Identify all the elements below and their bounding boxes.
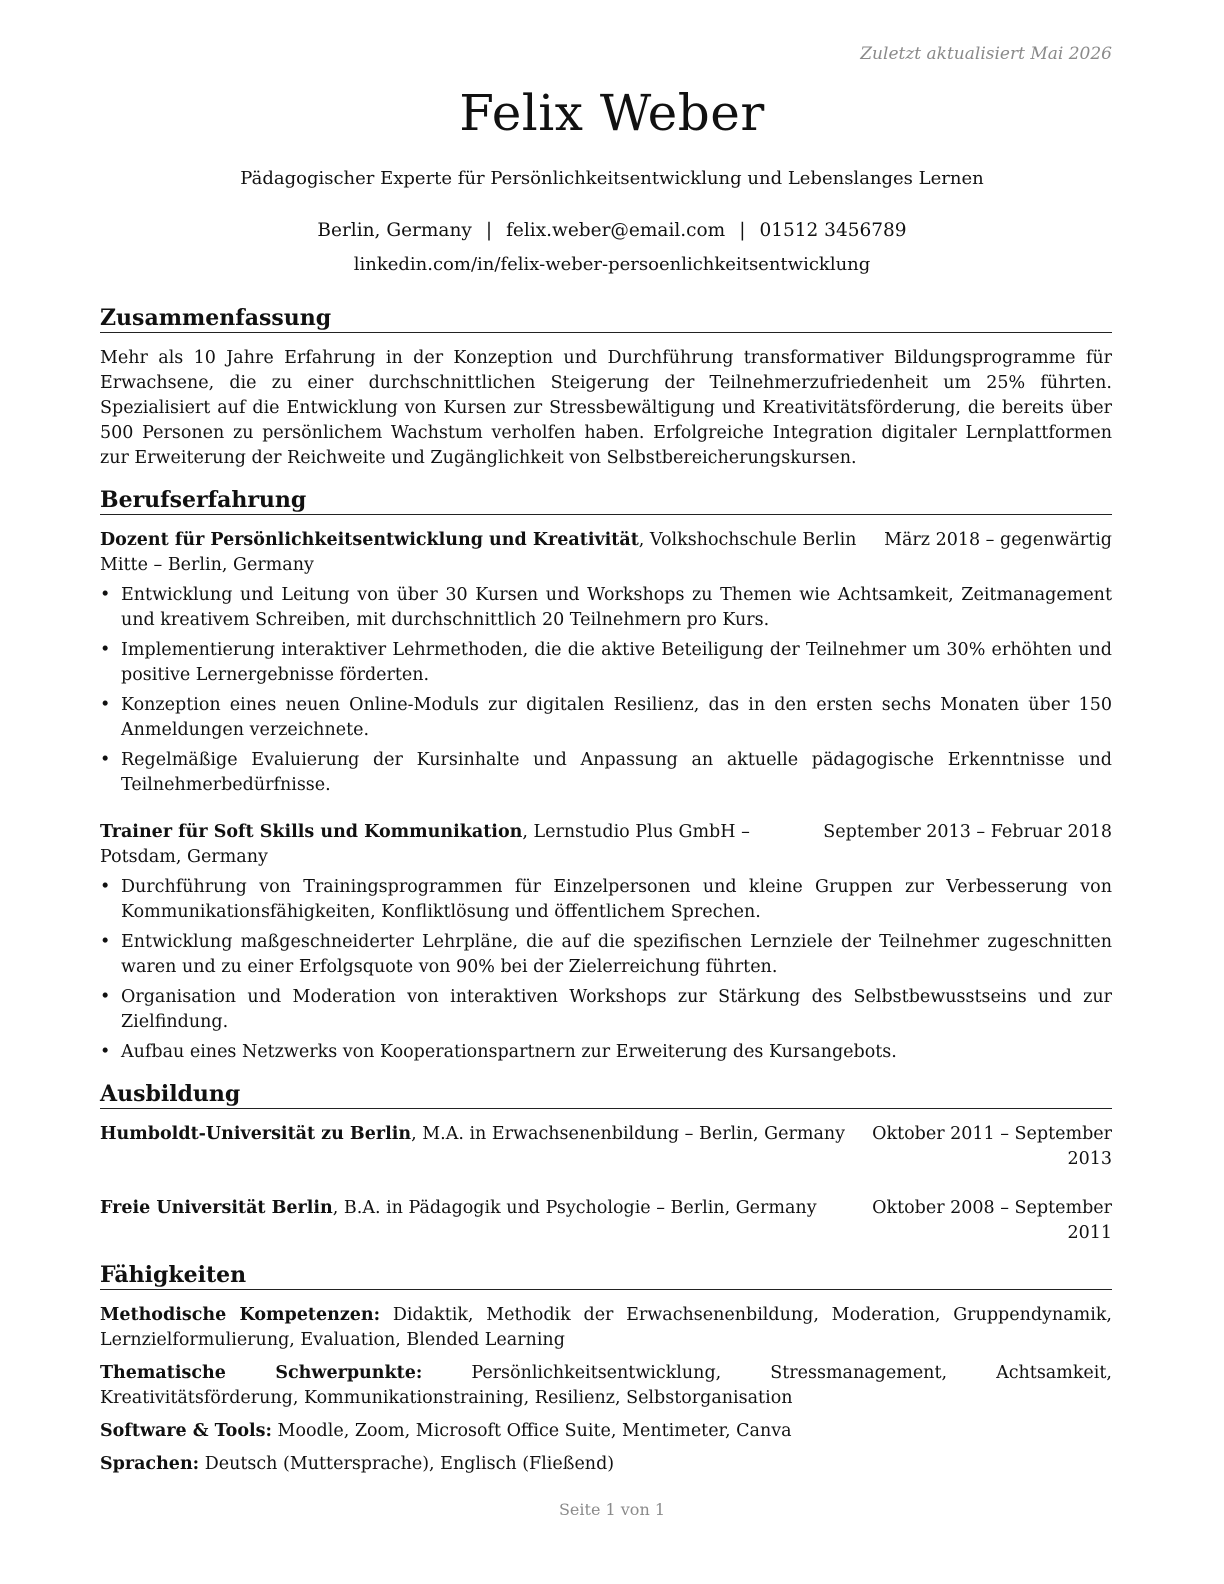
skill-label: Methodische Kompetenzen: (100, 1305, 381, 1325)
bullet-text: Durchführung von Trainingsprogrammen für Einzelpersonen und kleine Gruppen zur Verbesserung von Kommunikationsfähigkeiten, Konfliktlösung und öffentlichem Sprechen. (121, 877, 1112, 922)
section-heading: Ausbildung (100, 1081, 1112, 1109)
job-title: Trainer für Soft Skills und Kommunikation (100, 822, 523, 842)
job-entry (100, 820, 1112, 1065)
job-org: , Volkshochschule Berlin Mitte – Berlin, Germany (100, 530, 857, 575)
job-date: März 2018 – gegenwärtig (884, 530, 1112, 550)
list-item (100, 985, 1112, 1035)
bullet-text: Aufbau eines Netzwerks von Kooperationspartnern zur Erweiterung des Kursangebots. (121, 1042, 897, 1062)
job-title: Dozent für Persönlichkeitsentwicklung und Kreativität (100, 530, 639, 550)
contact-line (0, 220, 1224, 241)
skill-row (100, 1303, 1112, 1353)
education-date: Oktober 2011 – September 2013 (872, 1124, 1112, 1169)
education-entry (100, 1122, 1112, 1172)
bullet-text: Implementierung interaktiver Lehrmethoden, die die aktive Beteiligung der Teilnehmer um 30% erhöhten und positive Lernergebnisse förderten. (121, 640, 1112, 685)
linkedin-link[interactable]: linkedin.com/in/felix-weber-persoenlichkeitsentwicklung (353, 254, 871, 275)
list-item (100, 930, 1112, 980)
list-item (100, 638, 1112, 688)
skill-value: Persönlichkeitsentwicklung, Stressmanagement, Achtsamkeit, Kreativitätsförderung, Kommunikationstraining, Resilienz, Selbstorganisation (100, 1363, 1112, 1408)
page-number: Seite 1 von 1 (558, 1500, 666, 1519)
bullet-text: Organisation und Moderation von interaktiven Workshops zur Stärkung des Selbstbewusstseins und zur Zielfindung. (121, 987, 1112, 1032)
bullet-text: Entwicklung maßgeschneiderter Lehrpläne, die auf die spezifischen Lernziele der Teilnehmer zugeschnitten waren und zu einer Erfolgsquote von 90% bei der Zielerreichung führten. (121, 932, 1112, 977)
job-header (100, 820, 1112, 870)
section-heading: Zusammenfassung (100, 305, 1112, 333)
summary-text: Mehr als 10 Jahre Erfahrung in der Konzeption und Durchführung transformativer Bildungsprogramme für Erwachsene, die zu einer durchschnittlichen Steigerung der Teilnehmerzufriedenheit um 25% führten. Spezialisiert auf die Entwicklung von Kursen zur Stressbewältigung und Kreativitätsförderung, die bereits über 500 Personen zu persönlichem Wachstum verholfen haben. Erfolgreiche Integration digitaler Lernplattformen zur Erweiterung der Reichweite und Zugänglichkeit von Selbstbereicherungskursen. (100, 348, 1112, 468)
contact-phone: 01512 3456789 (759, 220, 907, 241)
experience-section (100, 487, 1112, 1065)
contact-email[interactable]: felix.weber@email.com (506, 220, 726, 241)
skill-label: Thematische Schwerpunkte: (100, 1363, 423, 1383)
school-name: Humboldt-Universität zu Berlin (100, 1124, 412, 1144)
bullet-text: Konzeption eines neuen Online-Moduls zur digitalen Resilienz, das in den ersten sechs Monaten über 150 Anmeldungen verzeichnete. (121, 695, 1112, 740)
bullet-text: Regelmäßige Evaluierung der Kursinhalte und Anpassung an aktuelle pädagogische Erkenntnisse und Teilnehmerbedürfnisse. (121, 750, 1112, 795)
skill-row (100, 1361, 1112, 1411)
contact-separator: | (485, 220, 493, 241)
skill-value: Deutsch (Muttersprache), Englisch (Fließend) (199, 1454, 615, 1474)
tagline: Pädagogischer Experte für Persönlichkeitsentwicklung und Lebenslanges Lernen (240, 168, 984, 189)
skill-row (100, 1419, 1112, 1444)
list-item (100, 875, 1112, 925)
bullet-icon: • (100, 932, 111, 952)
last-updated: Zuletzt aktualisiert Mai 2026 (860, 44, 1112, 64)
job-bullets (100, 583, 1112, 798)
skill-value: Moodle, Zoom, Microsoft Office Suite, Mentimeter, Canva (271, 1421, 792, 1441)
education-institution (100, 1122, 860, 1172)
bullet-icon: • (100, 750, 111, 770)
resume-content (100, 305, 1112, 1477)
job-org: , Lernstudio Plus GmbH – Potsdam, Germany (100, 822, 750, 867)
bullet-icon: • (100, 987, 111, 1007)
job-bullets (100, 875, 1112, 1065)
degree-detail: , B.A. in Pädagogik und Psychologie – Berlin, Germany (332, 1198, 817, 1218)
list-item (100, 1040, 1112, 1065)
skill-row (100, 1452, 1112, 1477)
bullet-icon: • (100, 877, 111, 897)
person-name: Felix Weber (459, 84, 765, 142)
summary-section (100, 305, 1112, 471)
skill-label: Software & Tools: (100, 1421, 272, 1441)
section-heading: Berufserfahrung (100, 487, 1112, 515)
skills-section (100, 1262, 1112, 1477)
job-header (100, 528, 1112, 578)
degree-detail: , M.A. in Erwachsenenbildung – Berlin, Germany (411, 1124, 846, 1144)
job-entry (100, 528, 1112, 798)
skill-label: Sprachen: (100, 1454, 200, 1474)
bullet-icon: • (100, 1042, 111, 1062)
job-date: September 2013 – Februar 2018 (823, 822, 1112, 842)
education-section (100, 1081, 1112, 1246)
contact-location: Berlin, Germany (317, 220, 472, 241)
bullet-icon: • (100, 640, 111, 660)
education-institution (100, 1196, 860, 1246)
list-item (100, 748, 1112, 798)
list-item (100, 583, 1112, 633)
bullet-text: Entwicklung und Leitung von über 30 Kursen und Workshops zu Themen wie Achtsamkeit, Zeitmanagement und kreativem Schreiben, mit durchschnittlich 20 Teilnehmern pro Kurs. (121, 585, 1112, 630)
education-date: Oktober 2008 – September 2011 (872, 1198, 1112, 1243)
contact-separator: | (739, 220, 746, 241)
skill-value: Didaktik, Methodik der Erwachsenenbildung, Moderation, Gruppendynamik, Lernzielformulierung, Evaluation, Blended Learning (100, 1305, 1112, 1350)
education-entry (100, 1196, 1112, 1246)
section-heading: Fähigkeiten (100, 1262, 1112, 1290)
bullet-icon: • (100, 695, 111, 715)
school-name: Freie Universität Berlin (100, 1198, 333, 1218)
list-item (100, 693, 1112, 743)
bullet-icon: • (100, 585, 111, 605)
